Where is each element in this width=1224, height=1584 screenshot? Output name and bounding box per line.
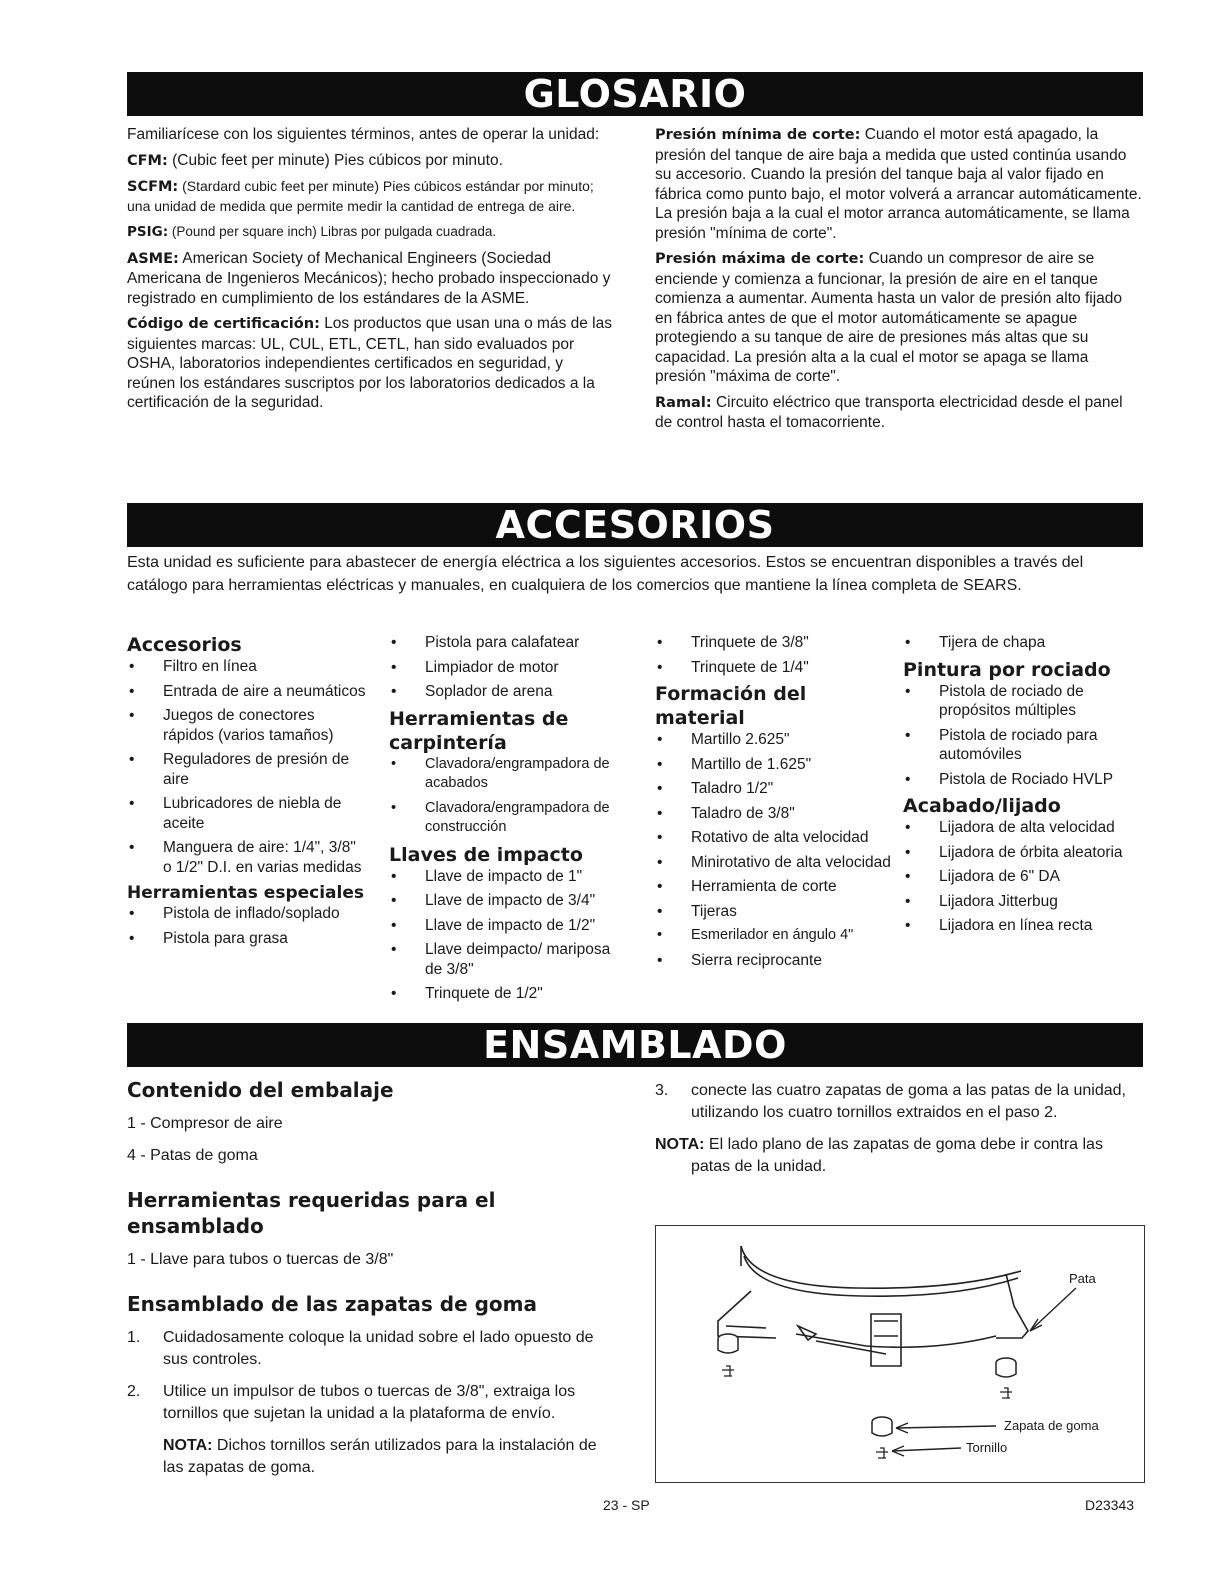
list-item: • Llave de impacto de 1" — [389, 867, 629, 887]
heading-herramientas-especiales: Herramientas especiales — [127, 883, 365, 903]
step-2: 2. Utilice un impulsor de tubos o tuercas de 3/8", extraiga los tornillos que sujetan la unidad a la plataforma de envío. — [127, 1383, 576, 1422]
list-acabado-lijado — [903, 818, 1143, 936]
steps-list-continued — [655, 1080, 1143, 1124]
heading-formacion-material: Formación del material — [655, 683, 807, 729]
list-item: • Entrada de aire a neumáticos — [127, 682, 367, 702]
list-item: • Pistola de rociado para automóviles — [903, 726, 1143, 765]
tank-outline-icon — [741, 1246, 1021, 1288]
list-pintura-rociado — [903, 682, 1143, 790]
document-code: D23343 — [1085, 1497, 1135, 1513]
heading-accesorios: Accesorios — [127, 634, 242, 656]
term-presion-minima: Presión mínima de corte: Cuando el motor está apagado, la presión del tanque de aire baja a medida que usted continúa usando su accesorio. Cuando la presión del tanque baja al valor fijado en fábrica como punto bajo, el motor volverá a arrancar automáticamente. La presión baja a la cual el motor arranca automáticamente, se llama presión "mínima de corte". — [655, 126, 1142, 242]
list-item: • Lijadora de 6" DA — [903, 867, 1143, 887]
list-item: • Lijadora de alta velocidad — [903, 818, 1143, 838]
list-item: • Herramienta de corte — [655, 877, 895, 897]
list-item: • Lubricadores de niebla de aceite — [127, 794, 367, 833]
heading-herramientas-requeridas: Herramientas requeridas para el ensamblado — [127, 1188, 496, 1238]
heading-ensamblado-zapatas: Ensamblado de las zapatas de goma — [127, 1292, 537, 1316]
term-presion-maxima: Presión máxima de corte: Cuando un compresor de aire se enciende y comienza a funcionar, la presión de aire en el tanque comienza a aumentar. Aumenta hasta un valor de presión alto fijado en fábrica antes de que el motor automáticamente se apague protegiendo a su tanque de aire de presiones más altas que su capacidad. La presión alta a la cual el motor se apaga se llama presión "máxima de corte". — [655, 250, 1123, 385]
page-number: 23 - SP — [603, 1497, 650, 1513]
heading-acabado-lijado: Acabado/lijado — [903, 795, 1061, 817]
list-item: • Taladro 1/2" — [655, 779, 895, 799]
list-item: • Esmerilador en ángulo 4" — [655, 926, 895, 946]
assembly-figure — [655, 1225, 1145, 1483]
list-item: • Trinquete de 1/2" — [389, 984, 629, 1004]
list-trinquetes — [655, 633, 895, 677]
glosario-left-column — [127, 125, 615, 419]
list-item: • Martillo 2.625" — [655, 730, 895, 750]
list-varios — [389, 633, 629, 702]
list-item: • Pistola para calafatear — [389, 633, 629, 653]
step-3: 3. conecte las cuatro zapatas de goma a las patas de la unidad, utilizando los cuatro tornillos extraidos en el paso 2. — [655, 1082, 1126, 1121]
list-item: • Llave de impacto de 1/2" — [389, 916, 629, 936]
arrow-pata-icon — [1030, 1288, 1076, 1331]
term-asme: ASME: American Society of Mechanical Engineers (Sociedad Americana de Ingenieros Mecánicos); hecho probado inspeccionado y registrado en cumplimiento de los estándares de la ASME. — [127, 249, 611, 307]
list-item: • Sierra reciprocante — [655, 951, 895, 971]
list-item: • Pistola de rociado de propósitos múltiples — [903, 682, 1143, 721]
heading-herramientas-carpinteria: Herramientas de carpintería — [389, 707, 569, 754]
term-psig: PSIG: (Pound per square inch) Libras por pulgada cuadrada. — [127, 224, 497, 240]
ensamblado-left-column — [127, 1077, 607, 1479]
list-item: • Pistola de Rociado HVLP — [903, 770, 1143, 790]
list-item: • Taladro de 3/8" — [655, 804, 895, 824]
list-item: • Pistola para grasa — [127, 929, 367, 949]
list-item: • Soplador de arena — [389, 682, 629, 702]
list-item: • Manguera de aire: 1/4", 3/8" o 1/2" D.I. en varias medidas — [127, 838, 367, 877]
list-tijera — [903, 633, 1143, 653]
term-ramal: Ramal: Circuito eléctrico que transporta electricidad desde el panel de control hasta el tomacorriente. — [655, 393, 1123, 431]
term-scfm: SCFM: (Stardard cubic feet per minute) Pies cúbicos estándar por minuto; una unidad de medida que permite medir la cantidad de entrega de aire. — [127, 178, 594, 214]
contenido-line: 1 - Compresor de aire — [127, 1115, 283, 1132]
step-1: 1. Cuidadosamente coloque la unidad sobre el lado opuesto de sus controles. — [127, 1329, 594, 1368]
list-item: • Clavadora/engrampadora de construcción — [389, 799, 629, 838]
steps-list — [127, 1327, 607, 1425]
accesorios-column-3 — [655, 633, 895, 975]
heading-llaves-impacto: Llaves de impacto — [389, 843, 583, 866]
list-formacion-material — [655, 730, 895, 970]
contenido-line: 4 - Patas de goma — [127, 1147, 258, 1164]
rubber-foot-icon — [718, 1334, 1016, 1436]
label-zapata-goma: Zapata de goma — [1004, 1418, 1099, 1433]
list-item: • Tijera de chapa — [903, 633, 1143, 653]
list-item: • Pistola de inflado/soplado — [127, 904, 367, 924]
list-item: • Filtro en línea — [127, 657, 367, 677]
list-item: • Juegos de conectores rápidos (varios tamaños) — [127, 706, 367, 745]
glosario-banner: GLOSARIO — [127, 72, 1143, 116]
accesorios-column-2 — [389, 633, 629, 1009]
accesorios-banner: ACCESORIOS — [127, 503, 1143, 547]
label-pata: Pata — [1069, 1271, 1096, 1286]
list-item: • Llave de impacto de 3/4" — [389, 891, 629, 911]
term-cfm: CFM: (Cubic feet per minute) Pies cúbicos por minuto. — [127, 151, 503, 169]
list-item: • Minirotativo de alta velocidad — [655, 853, 895, 873]
herramientas-line: 1 - Llave para tubos o tuercas de 3/8" — [127, 1251, 394, 1268]
list-item: • Lijadora de órbita aleatoria — [903, 843, 1143, 863]
note-tornillos: NOTA: Dichos tornillos serán utilizados para la instalación de las zapatas de goma. — [163, 1437, 597, 1476]
list-item: • Clavadora/engrampadora de acabados — [389, 755, 629, 794]
term-codigo: Código de certificación: Los productos que usan una o más de las siguientes marcas: UL, CUL, ETL, CETL, han sido evaluados por OSHA, laboratorios independientes certificados en seguridad, y reúnen los estándares suscriptos por los laboratorios dedicados a la certificación de la seguridad. — [127, 315, 612, 411]
list-item: • Reguladores de presión de aire — [127, 750, 367, 789]
list-item: • Lijadora Jitterbug — [903, 892, 1143, 912]
note-lado-plano: NOTA: El lado plano de las zapatas de goma debe ir contra las patas de la unidad. — [655, 1136, 1103, 1175]
list-item: • Tijeras — [655, 902, 895, 922]
list-item: • Limpiador de motor — [389, 658, 629, 678]
list-item: • Martillo de 1.625" — [655, 755, 895, 775]
list-llaves-impacto — [389, 867, 629, 1004]
list-item: • Trinquete de 3/8" — [655, 633, 895, 653]
ensamblado-banner: ENSAMBLADO — [127, 1023, 1143, 1067]
glosario-intro: Familiarícese con los siguientes términos, antes de operar la unidad: — [127, 126, 600, 143]
list-item: • Llave deimpacto/ mariposa de 3/8" — [389, 940, 629, 979]
heading-contenido-embalaje: Contenido del embalaje — [127, 1078, 394, 1102]
list-item: • Rotativo de alta velocidad — [655, 828, 895, 848]
compressor-feet-illustration — [656, 1226, 1144, 1482]
accesorios-column-4 — [903, 633, 1143, 941]
heading-pintura-rociado: Pintura por rociado — [903, 658, 1111, 681]
ensamblado-right-column — [655, 1080, 1143, 1178]
list-item: • Lijadora en línea recta — [903, 916, 1143, 936]
glosario-right-column — [655, 125, 1143, 439]
list-herramientas-especiales — [127, 904, 367, 948]
accesorios-column-1 — [127, 633, 367, 953]
label-tornillo: Tornillo — [966, 1440, 1008, 1455]
accesorios-intro: Esta unidad es suficiente para abastecer de energía eléctrica a los siguientes accesorios. Estos se encuentran disponibles a través del catálogo para herramientas eléctricas y manuales, en cualquiera de los comercios que mantiene la línea completa de SEARS. — [127, 554, 1084, 594]
list-accesorios — [127, 657, 367, 877]
list-carpinteria — [389, 755, 629, 838]
list-item: • Trinquete de 1/4" — [655, 658, 895, 678]
